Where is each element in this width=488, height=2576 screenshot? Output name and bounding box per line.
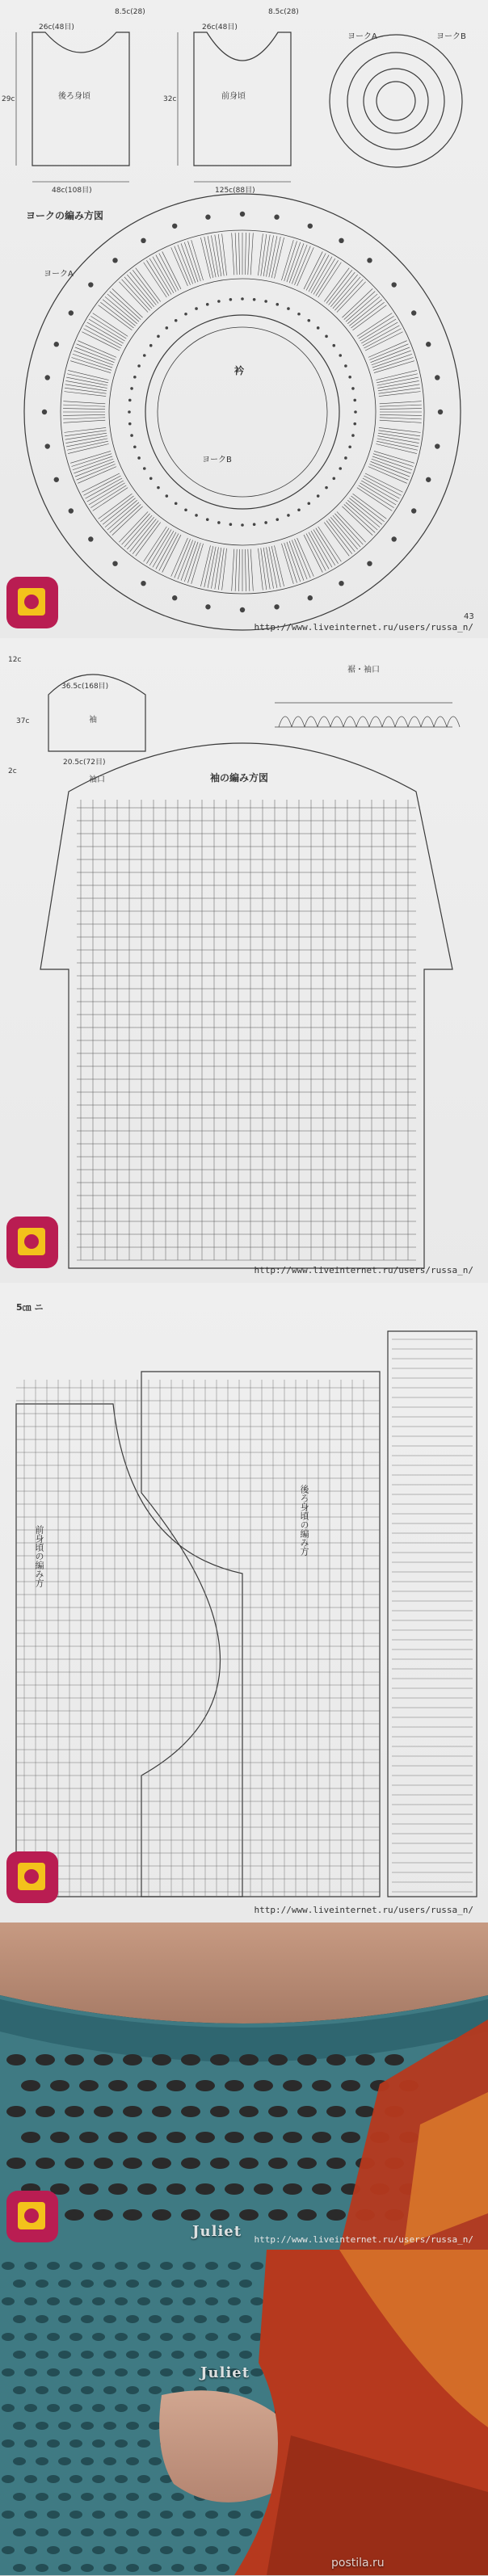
logo-badge-icon xyxy=(6,2191,58,2242)
dim-sleeve-1: 12c xyxy=(8,656,22,664)
label-front-method: 前身頃の編み方 xyxy=(34,1525,44,1587)
label-sleeve-edge: 裾・袖口 xyxy=(347,666,380,674)
photo-panel-2 xyxy=(0,2250,488,2576)
photo-2-svg xyxy=(0,2250,488,2575)
diagram-panel-3 xyxy=(0,1283,488,1923)
dim-sleeve-2: 36.5c(168目) xyxy=(61,683,109,691)
yoke-ring-collar xyxy=(377,82,415,120)
dim-sleeve-5: 2c xyxy=(8,767,17,775)
dim-7: 48c(108目) xyxy=(52,187,92,195)
sleeve-grid-outline xyxy=(40,743,452,1268)
logo-badge-icon xyxy=(6,1217,58,1268)
juliet-watermark: Juliet xyxy=(192,2223,242,2240)
right-piece-outline xyxy=(388,1331,477,1897)
diagram-panel-1 xyxy=(0,0,488,639)
source-url: http://www.liveinternet.ru/users/russa_n/ xyxy=(254,622,473,632)
label-front-yoke: 前身頃 xyxy=(221,92,246,101)
label-yoke-b2: ヨークB xyxy=(202,456,232,464)
dim-6: 32c xyxy=(163,95,177,103)
postila-watermark: postila.ru xyxy=(331,2557,385,2570)
dim-4: 26c(48目) xyxy=(202,23,238,32)
label-sleeve: 袖 xyxy=(89,716,97,725)
dim-3: 8.5c(28) xyxy=(268,8,299,16)
dim-5: 29c xyxy=(2,95,15,103)
mid-piece-outline xyxy=(141,1372,380,1897)
yoke-ring-inner xyxy=(364,69,428,133)
yoke-inner-circle xyxy=(145,315,339,509)
yoke-collar-circle xyxy=(158,327,327,497)
yoke-ring-mid xyxy=(347,53,444,149)
photo-panel-1 xyxy=(0,1923,488,2250)
yoke-band-2 xyxy=(109,279,376,545)
label-back-method: 後ろ身頃の編み方 xyxy=(299,1485,309,1556)
label-collar: 衿 xyxy=(234,365,245,376)
source-url: http://www.liveinternet.ru/users/russa_n/ xyxy=(254,1265,473,1275)
body-diagram-svg xyxy=(0,1283,488,1923)
label-back-yoke: 後ろ身頃 xyxy=(58,92,90,101)
dim-body-1: 5㎝ ニ xyxy=(16,1302,44,1313)
dim-sleeve-3: 37c xyxy=(16,717,30,725)
dim-1: 26c(48目) xyxy=(39,23,74,32)
juliet-watermark: Juliet xyxy=(200,2364,250,2381)
sleeve-diagram-svg xyxy=(0,638,488,1283)
yoke-ring-outer xyxy=(330,35,462,167)
yoke-band-1 xyxy=(61,230,424,594)
source-url: http://www.liveinternet.ru/users/russa_n/ xyxy=(254,2234,473,2245)
label-sleeve-cuff: 袖口 xyxy=(89,775,105,784)
label-page-number: 43 xyxy=(464,612,474,621)
label-yoke-a2: ヨークA xyxy=(44,270,74,279)
dim-2: 8.5c(28) xyxy=(115,8,145,16)
label-sleeve-method: 袖の編み方図 xyxy=(210,772,269,784)
label-yoke-title: ヨークの編み方図 xyxy=(26,210,104,221)
logo-badge-icon xyxy=(6,577,58,628)
dim-sleeve-4: 20.5c(72目) xyxy=(63,759,106,767)
photo-1-svg xyxy=(0,1923,488,2250)
dim-8: 125c(88目) xyxy=(215,187,255,195)
source-url: http://www.liveinternet.ru/users/russa_n/ xyxy=(254,1905,473,1915)
logo-badge-icon xyxy=(6,1851,58,1903)
diagram-panel-2 xyxy=(0,638,488,1284)
left-piece-outline xyxy=(16,1404,242,1897)
label-yoke-b: ヨークB xyxy=(436,32,466,41)
label-yoke-a: ヨークA xyxy=(347,32,377,41)
